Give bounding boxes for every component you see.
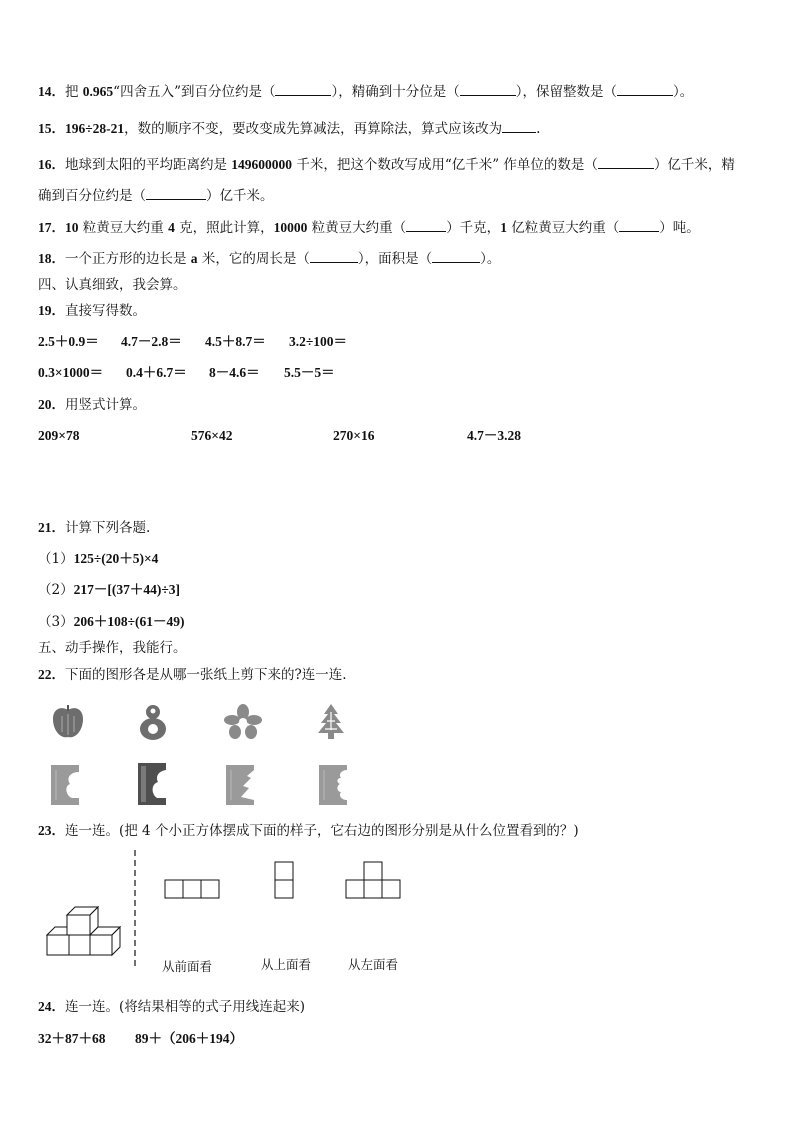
view-label-top[interactable]: 从上面看 xyxy=(261,957,312,972)
calc-item: 3.2÷100＝ xyxy=(289,334,348,349)
flower-shape-icon[interactable] xyxy=(224,704,262,740)
vertical-calc-item: 576×42 xyxy=(191,428,233,443)
answer-blank[interactable] xyxy=(310,250,358,263)
cube-stack-figure xyxy=(44,895,126,959)
question-15: 15．196÷28-21，数的顺序不变，要改变成先算减法，再算除法，算式应该改为 . xyxy=(38,121,541,137)
view-shape-two-stacked[interactable] xyxy=(274,861,296,899)
calc-item: 0.4＋6.7＝ xyxy=(126,365,187,380)
calc-item-1: （1）125÷(20＋5)×4 xyxy=(38,551,159,567)
dashed-divider xyxy=(132,850,138,970)
answer-blank[interactable] xyxy=(619,219,659,232)
question-16-line-2: 确到百分位约是（ ）亿千米。 xyxy=(38,188,274,204)
calc-item-2: （2）217－[(37＋44)÷3] xyxy=(38,582,180,598)
expression-item[interactable]: 32＋87＋68 xyxy=(38,1031,106,1046)
question-17: 17．10 粒黄豆大约重 4 克，照此计算，10000 粒黄豆大约重（ ）千克，1 亿粒黄豆大约重（ ）吨。 xyxy=(38,220,700,236)
question-19: 19．直接写得数。 xyxy=(38,303,146,319)
view-shape-three-in-row[interactable] xyxy=(164,879,222,899)
answer-blank[interactable] xyxy=(275,83,331,96)
section-5-heading: 五、动手操作，我能行。 xyxy=(38,640,187,656)
view-label-left[interactable]: 从左面看 xyxy=(348,957,399,972)
vertical-calc-item: 209×78 xyxy=(38,428,80,443)
gourd-shape-icon[interactable] xyxy=(137,702,169,742)
vertical-calc-item: 270×16 xyxy=(333,428,375,443)
answer-blank[interactable] xyxy=(460,83,516,96)
apple-shape-icon[interactable] xyxy=(48,702,88,742)
question-21: 21．计算下列各题. xyxy=(38,520,151,536)
answer-blank[interactable] xyxy=(598,156,654,169)
question-16: 16．地球到太阳的平均距离约是 149600000 千米，把这个数改写成用“亿千米” 作单位的数是（ ）亿千米，精 xyxy=(38,157,735,173)
answer-blank[interactable] xyxy=(617,83,673,96)
calc-item: 5.5－5＝ xyxy=(284,365,335,380)
calc-item-3: （3）206＋108÷(61－49) xyxy=(38,614,185,630)
folded-paper-d-icon[interactable] xyxy=(318,764,348,806)
answer-blank[interactable] xyxy=(406,219,446,232)
answer-blank[interactable] xyxy=(432,250,480,263)
expression-item[interactable]: 89＋（206＋194） xyxy=(135,1031,243,1046)
question-14: 14．把 0.965“四舍五入”到百分位约是（ ），精确到十分位是（ ），保留整数是（ ）。 xyxy=(38,84,694,100)
calc-item: 0.3×1000＝ xyxy=(38,365,104,380)
folded-paper-c-icon[interactable] xyxy=(225,764,255,806)
question-24: 24．连一连。(将结果相等的式子用线连起来) xyxy=(38,999,306,1015)
view-label-front[interactable]: 从前面看 xyxy=(162,959,213,974)
calc-item: 2.5＋0.9＝ xyxy=(38,334,99,349)
question-20: 20．用竖式计算。 xyxy=(38,397,146,413)
folded-paper-b-icon[interactable] xyxy=(137,762,167,806)
question-23: 23．连一连。(把 4 个小正方体摆成下面的样子，它右边的图形分别是从什么位置看到的？) xyxy=(38,823,579,839)
calc-item: 8－4.6＝ xyxy=(209,365,260,380)
section-4-heading: 四、认真细致，我会算。 xyxy=(38,277,187,293)
calc-item: 4.5＋8.7＝ xyxy=(205,334,266,349)
question-22: 22．下面的图形各是从哪一张纸上剪下来的?连一连. xyxy=(38,667,347,683)
calc-item: 4.7－2.8＝ xyxy=(121,334,182,349)
vertical-calc-item: 4.7－3.28 xyxy=(467,428,521,443)
tree-shape-icon[interactable] xyxy=(315,702,347,742)
question-18: 18．一个正方形的边长是 a 米，它的周长是（ ），面积是（ ）。 xyxy=(38,251,501,267)
view-shape-t-shape[interactable] xyxy=(345,861,403,899)
answer-blank[interactable] xyxy=(146,187,206,200)
answer-blank[interactable] xyxy=(502,120,536,133)
question-number: 14． xyxy=(38,84,65,99)
folded-paper-a-icon[interactable] xyxy=(50,764,80,806)
